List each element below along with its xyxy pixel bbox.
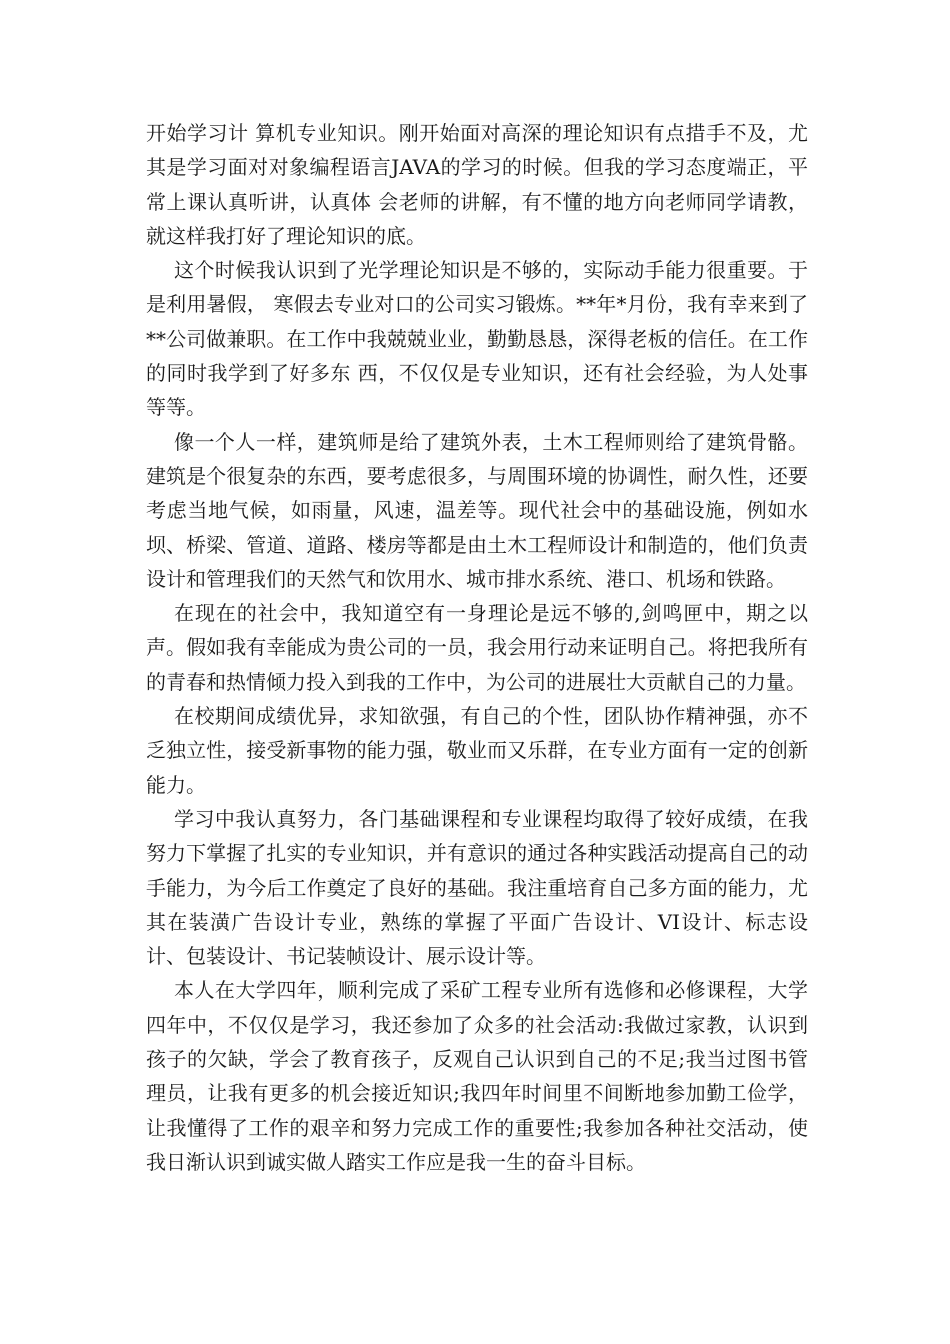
paragraph-7: 本人在大学四年，顺利完成了采矿工程专业所有选修和必修课程，大学四年中，不仅仅是学习，我还参加了众多的社会活动:我做过家教，认识到孩子的欠缺，学会了教育孩子，反观自己认识到自己的不足;我当过图书管理员，让我有更多的机会接近知识;我四年时间里不间断地参加勤工俭学，让我懂得了工作的艰辛和努力完成工作的重要性;我参加各种社交活动，使我日渐认识到诚实做人踏实工作应是我一生的奋斗目标。: [146, 978, 808, 1174]
paragraph-4: 在现在的社会中，我知道空有一身理论是远不够的,剑鸣匣中，期之以声。假如我有幸能成为贵公司的一员，我会用行动来证明自己。将把我所有的青春和热情倾力投入到我的工作中，为公司的进展壮大贡献自己的力量。: [146, 601, 808, 694]
paragraph-5: 在校期间成绩优异，求知欲强，有自己的个性，团队协作精神强，亦不乏独立性，接受新事物的能力强，敬业而又乐群，在专业方面有一定的创新能力。: [146, 704, 808, 797]
paragraph-1: 开始学习计 算机专业知识。刚开始面对高深的理论知识有点措手不及，尤其是学习面对对象编程语言JAVA的学习的时候。但我的学习态度端正，平常上课认真听讲，认真体 会老师的讲解，有不懂的地方向老师同学请教，就这样我打好了理论知识的底。: [146, 121, 808, 248]
paragraph-6: 学习中我认真努力，各门基础课程和专业课程均取得了较好成绩，在我努力下掌握了扎实的专业知识，并有意识的通过各种实践活动提高自己的动手能力，为今后工作奠定了良好的基础。我注重培育自己多方面的能力，尤其在装潢广告设计专业，熟练的掌握了平面广告设计、VI设计、标志设计、包装设计、书记装帧设计、展示设计等。: [146, 806, 808, 969]
paragraph-2: 这个时候我认识到了光学理论知识是不够的，实际动手能力很重要。于是利用暑假， 寒假去专业对口的公司实习锻炼。**年*月份，我有幸来到了**公司做兼职。在工作中我兢兢业业，勤勤恳恳，深得老板的信任。在工作的同时我学到了好多东 西，不仅仅是专业知识，还有社会经验，为人处事等等。: [146, 258, 808, 420]
paragraph-3: 像一个人一样，建筑师是给了建筑外表，土木工程师则给了建筑骨骼。建筑是个很复杂的东西，要考虑很多，与周围环境的协调性，耐久性，还要考虑当地气候，如雨量，风速，温差等。现代社会中的基础设施，例如水坝、桥梁、管道、道路、楼房等都是由土木工程师设计和制造的，他们负责设计和管理我们的天然气和饮用水、城市排水系统、港口、机场和铁路。: [146, 429, 808, 591]
document-body: [146, 116, 808, 1179]
